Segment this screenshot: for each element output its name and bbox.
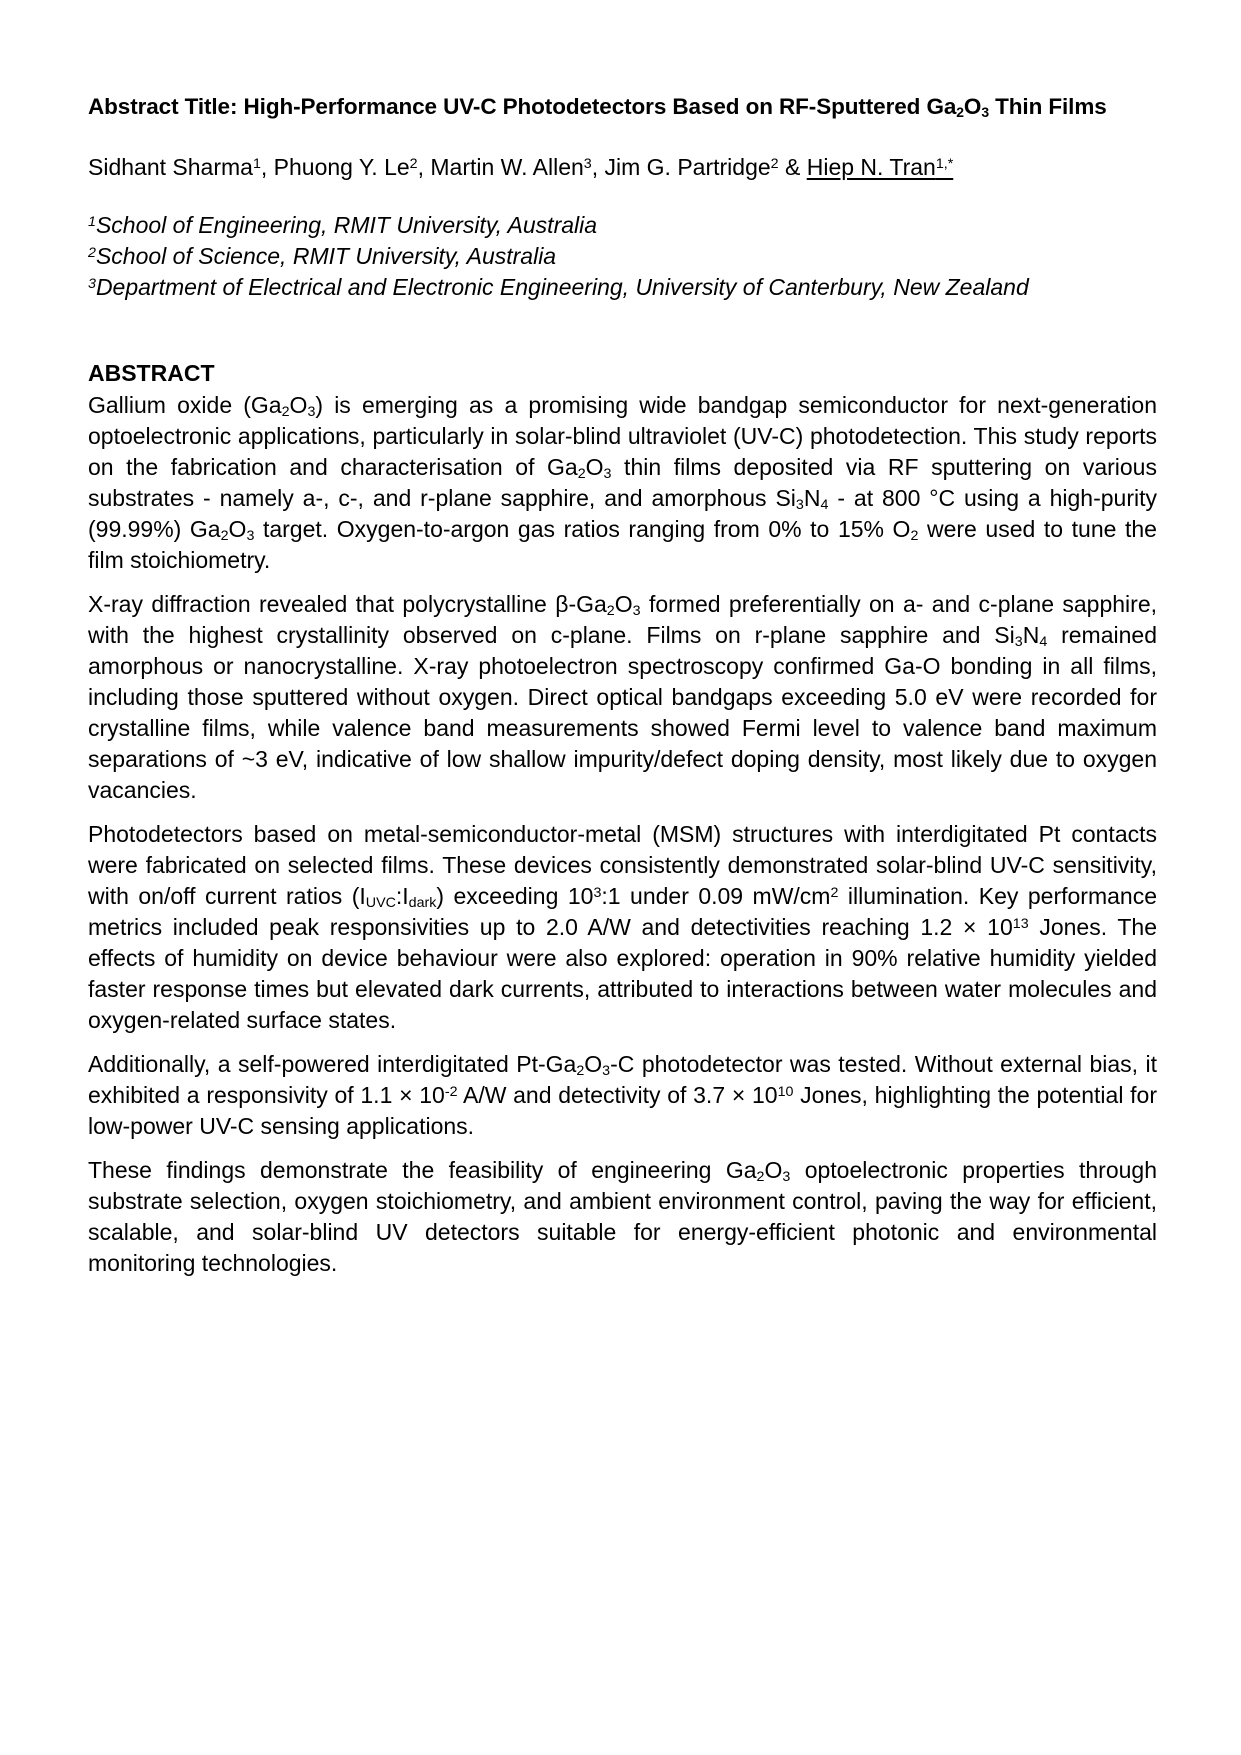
affiliation-1: $^1$School of Engineering, RMIT University, Australia xyxy=(88,212,598,238)
author-line: Sidhant Sharma$^1$, Phuong Y. Le$^2$, Martin W. Allen$^3$, Jim G. Partridge$^2$ & Hiep N. Tran$^{1,*}$ xyxy=(88,154,954,180)
affiliation-3: $^3$Department of Electrical and Electronic Engineering, University of Canterbury, New Zealand xyxy=(88,274,1029,300)
abstract-paragraph-4: Additionally, a self-powered interdigitated $Pt-Ga_2O_3-C$ photodetector was tested. Without external bias, it exhibited a responsivity of $1.1 \times 10^{-2}$ A/W and detectivity of $3.7 \times 10^{10}$ Jones, highlighting the potential for low-power UV-C sensing applications. xyxy=(88,1051,1157,1139)
abstract-paragraph-3: Photodetectors based on metal-semiconductor-metal (MSM) structures with interdigitated Pt contacts were fabricated on selected films. These devices consistently demonstrated solar-blind UV-C sensitivity, with on/off current ratios $(I_{UVC}:I_{dark})$ exceeding $10^3:1$ under 0.09 $mW/cm^2$ illumination. Key performance metrics included peak responsivities up to 2.0 A/W and detectivities reaching $1.2 \times 10^{13}$ Jones. The effects of humidity on device behaviour were also explored: operation in 90% relative humidity yielded faster response times but elevated dark currents, attributed to interactions between water molecules and oxygen-related surface states. xyxy=(88,821,1158,1033)
affiliation-list xyxy=(88,210,1157,303)
abstract-paragraph-1: Gallium oxide $(Ga_2O_3)$ is emerging as a promising wide bandgap semiconductor for next-generation optoelectronic applications, particularly in solar-blind ultraviolet (UV-C) photodetection. This study reports on the fabrication and characterisation of $Ga_2O_3$ thin films deposited via RF sputtering on various substrates - namely a-, c-, and r-plane sapphire, and amorphous $Si_3N_4$ - at 800 °C using a high-purity (99.99%) $Ga_2O_3$ target. Oxygen-to-argon gas ratios ranging from 0% to 15% $O_2$ were used to tune the film stoichiometry. xyxy=(88,392,1157,573)
abstract-heading: ABSTRACT xyxy=(88,360,215,386)
abstract-title: Abstract Title: High-Performance UV-C Photodetectors Based on RF-Sputtered $Ga_2O_3$ Thin Films xyxy=(88,94,1107,121)
affiliation-2: $^2$School of Science, RMIT University, Australia xyxy=(88,243,557,269)
abstract-paragraph-2: X-ray diffraction revealed that polycrystalline $\beta-Ga_2O_3$ formed preferentially on a- and c-plane sapphire, with the highest crystallinity observed on c-plane. Films on r-plane sapphire and $Si_3N_4$ remained amorphous or nanocrystalline. X-ray photoelectron spectroscopy confirmed Ga-O bonding in all films, including those sputtered without oxygen. Direct optical bandgaps exceeding 5.0 eV were recorded for crystalline films, while valence band measurements showed Fermi level to valence band maximum separations of ~3 eV, indicative of low shallow impurity/defect doping density, most likely due to oxygen vacancies. xyxy=(88,591,1157,803)
abstract-paragraph-5: These findings demonstrate the feasibility of engineering $Ga_2O_3$ optoelectronic properties through substrate selection, oxygen stoichiometry, and ambient environment control, paving the way for efficient, scalable, and solar-blind UV detectors suitable for energy-efficient photonic and environmental monitoring technologies. xyxy=(88,1157,1157,1276)
